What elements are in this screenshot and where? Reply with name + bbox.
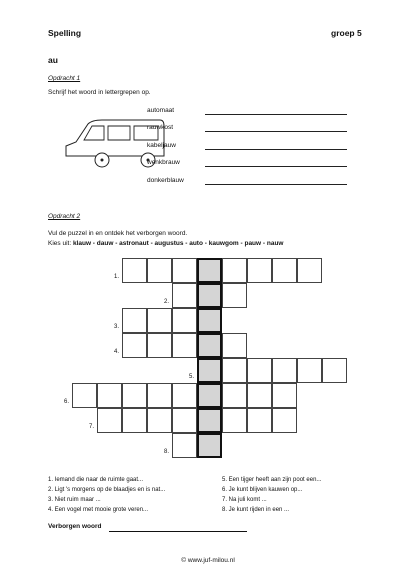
crossword-cell[interactable] [247,258,272,283]
crossword-cell[interactable] [172,433,197,458]
clue-6: 6. Je kunt blijven kauwen op... [222,487,303,493]
crossword-cell[interactable] [122,308,147,333]
clue-8: 8. Je kunt rijden in een ... [222,507,290,513]
crossword-cell[interactable] [222,258,247,283]
crossword-cell[interactable] [322,358,347,383]
row-number-8: 8. [163,449,169,455]
footer-credit: © www.juf-milou.nl [181,557,235,564]
subject-title: Spelling [48,28,82,38]
hidden-word-cell[interactable] [197,358,222,383]
crossword-cell[interactable] [97,408,122,433]
answer-line-2[interactable] [205,131,347,132]
crossword-cell[interactable] [222,383,247,408]
crossword-cell[interactable] [122,333,147,358]
crossword-cell[interactable] [122,383,147,408]
crossword-cell[interactable] [172,258,197,283]
answer-line-3[interactable] [205,149,347,150]
crossword-cell[interactable] [247,408,272,433]
task1-heading: Opdracht 1 [48,75,81,82]
hidden-word-cell[interactable] [197,308,222,333]
word-1: automaat [147,107,175,114]
crossword-cell[interactable] [147,408,172,433]
crossword-cell[interactable] [147,258,172,283]
row-number-2: 2. [163,299,169,305]
crossword-cell[interactable] [272,258,297,283]
word-3: kabeljauw [147,142,176,149]
crossword-cell[interactable] [172,408,197,433]
row-number-6: 6. [63,399,69,405]
crossword-cell[interactable] [172,308,197,333]
word-4: wenkbrauw [147,159,180,166]
crossword-cell[interactable] [72,383,97,408]
crossword-cell[interactable] [247,358,272,383]
crossword-cell[interactable] [222,408,247,433]
hidden-word-cell[interactable] [197,383,222,408]
clue-2: 2. Ligt 's morgens op de blaadjes en is nat... [48,487,166,493]
crossword-cell[interactable] [272,358,297,383]
clue-4: 4. Een vogel met mooie grote veren... [48,507,149,513]
crossword-cell[interactable] [222,358,247,383]
crossword-cell[interactable] [222,283,247,308]
crossword-cell[interactable] [222,333,247,358]
crossword-cell[interactable] [272,383,297,408]
word-bank [48,240,283,247]
clue-7: 7. Na juli komt ... [222,497,267,503]
crossword-cell[interactable] [297,358,322,383]
task2-heading: Opdracht 2 [48,213,81,220]
crossword-cell[interactable] [97,383,122,408]
word-5: donkerblauw [147,177,184,184]
crossword-cell[interactable] [247,383,272,408]
task1-instruction: Schrijf het woord in lettergrepen op. [48,89,151,96]
word-bank-label: Kies uit: [48,240,72,247]
hidden-word-cell[interactable] [197,258,222,283]
crossword-cell[interactable] [297,258,322,283]
row-number-5: 5. [188,374,194,380]
row-number-4: 4. [113,349,119,355]
hidden-word-cell[interactable] [197,433,222,458]
task2-instruction: Vul de puzzel in en ontdek het verborgen woord. [48,230,188,237]
topic-title: au [48,55,58,65]
word-2: rauwkost [147,124,174,131]
clue-5: 5. Een tijger heeft aan zijn poot een... [222,477,322,483]
crossword-cell[interactable] [272,408,297,433]
crossword-cell[interactable] [122,258,147,283]
crossword-cell[interactable] [122,408,147,433]
grade-label: groep 5 [331,28,362,38]
answer-line-4[interactable] [205,166,347,167]
crossword-cell[interactable] [172,333,197,358]
answer-line-1[interactable] [205,114,347,115]
crossword-cell[interactable] [172,283,197,308]
clue-1: 1. Iemand die naar de ruimte gaat... [48,477,144,483]
row-number-3: 3. [113,324,119,330]
crossword-cell[interactable] [147,383,172,408]
hidden-word-cell[interactable] [197,408,222,433]
row-number-7: 7. [88,424,94,430]
crossword-cell[interactable] [172,383,197,408]
crossword-cell[interactable] [147,333,172,358]
clue-3: 3. Niet ruim maar ... [48,497,101,503]
hidden-word-label: Verborgen woord [48,523,102,530]
hidden-word-line[interactable] [109,531,247,532]
row-number-1: 1. [113,274,119,280]
crossword-cell[interactable] [147,308,172,333]
answer-line-5[interactable] [205,184,347,185]
word-bank-words: klauw - dauw - astronaut - augustus - auto - kauwgom - pauw - nauw [72,240,284,247]
hidden-word-cell[interactable] [197,283,222,308]
hidden-word-cell[interactable] [197,333,222,358]
